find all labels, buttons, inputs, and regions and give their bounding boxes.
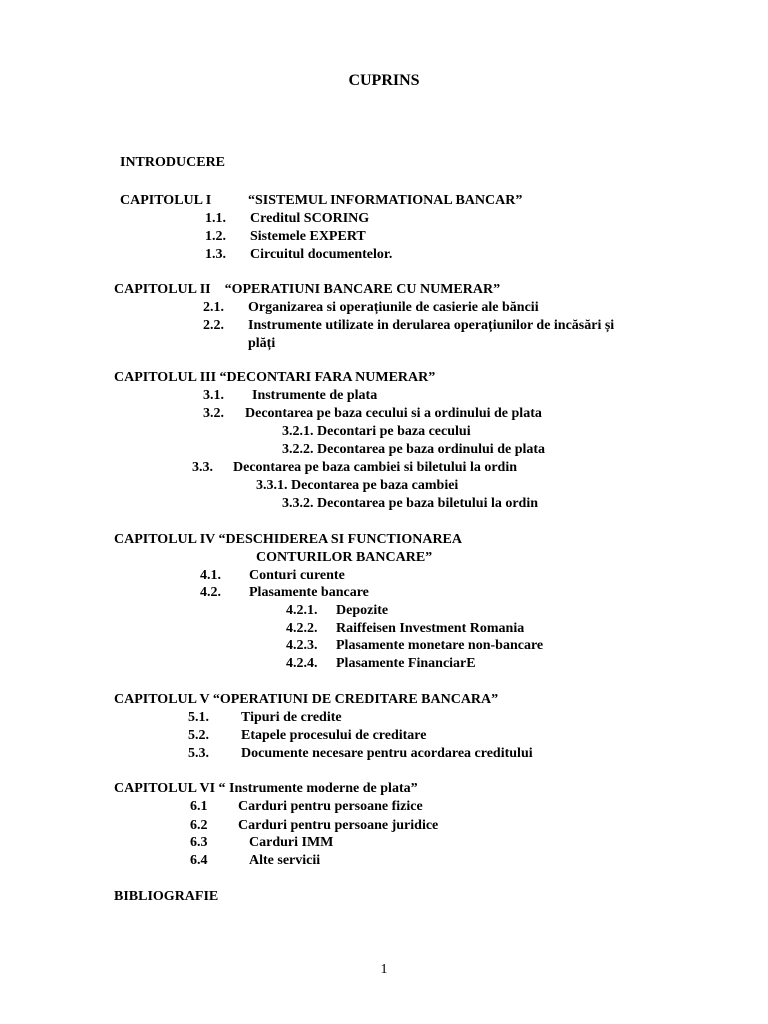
- toc-bibliografie: BIBLIOGRAFIE: [114, 889, 219, 904]
- toc-item: Creditul SCORING: [250, 211, 370, 226]
- toc-subitem-number: 4.2.4.: [286, 656, 318, 671]
- toc-subitem: Depozite: [336, 603, 389, 618]
- page-title: CUPRINS: [348, 72, 420, 89]
- toc-item-number: 5.2.: [188, 728, 209, 743]
- toc-item-number: 3.1.: [203, 388, 224, 403]
- toc-subitem: Raiffeisen Investment Romania: [336, 621, 525, 636]
- toc-item: Carduri pentru persoane fizice: [238, 799, 423, 814]
- toc-subitem-number: 4.2.2.: [286, 621, 318, 636]
- toc-item-number: 6.4: [190, 853, 208, 868]
- toc-introducere: INTRODUCERE: [120, 155, 226, 170]
- toc-item-number: 4.2.: [200, 585, 221, 600]
- toc-subitem: 3.3.1. Decontarea pe baza cambiei: [256, 478, 459, 493]
- page-number: 1: [380, 962, 388, 977]
- toc-subitem-number: 4.2.1.: [286, 603, 318, 618]
- toc-item: Conturi curente: [249, 568, 345, 583]
- toc-item: Decontarea pe baza cambiei si biletului la ordin: [233, 460, 518, 475]
- toc-item: Tipuri de credite: [241, 710, 342, 725]
- toc-item-number: 1.3.: [205, 247, 226, 262]
- cap5-heading: CAPITOLUL V “OPERATIUNI DE CREDITARE BANCARA”: [114, 692, 499, 707]
- toc-item: Plasamente bancare: [249, 585, 369, 600]
- toc-item: Documente necesare pentru acordarea creditului: [241, 746, 533, 761]
- toc-item: Sistemele EXPERT: [250, 229, 366, 244]
- toc-item-number: 5.3.: [188, 746, 209, 761]
- cap2-heading: CAPITOLUL II “OPERATIUNI BANCARE CU NUMERAR”: [114, 282, 501, 297]
- toc-item-number: 5.1.: [188, 710, 209, 725]
- cap6-heading: CAPITOLUL VI “ Instrumente moderne de plata”: [114, 781, 418, 796]
- toc-item-number: 2.2.: [203, 318, 224, 333]
- toc-item: Etapele procesului de creditare: [241, 728, 427, 743]
- toc-item: Carduri pentru persoane juridice: [238, 818, 439, 833]
- toc-subitem-number: 4.2.3.: [286, 638, 318, 653]
- toc-item: Instrumente de plata: [252, 388, 378, 403]
- cap3-heading: CAPITOLUL III “DECONTARI FARA NUMERAR”: [114, 370, 436, 385]
- cap1-label: CAPITOLUL I: [120, 193, 212, 208]
- toc-item-number: 1.2.: [205, 229, 226, 244]
- toc-subitem: 3.3.2. Decontarea pe baza biletului la ordin: [282, 496, 539, 511]
- toc-item: Carduri IMM: [249, 835, 334, 850]
- toc-subitem: Plasamente FinanciarE: [336, 656, 476, 671]
- toc-item-number: 6.1: [190, 799, 208, 814]
- cap4-heading-cont: CONTURILOR BANCARE”: [256, 550, 433, 565]
- cap4-heading: CAPITOLUL IV “DESCHIDEREA SI FUNCTIONAREA: [114, 532, 463, 547]
- toc-item-number: 2.1.: [203, 300, 224, 315]
- toc-item-number: 3.3.: [192, 460, 213, 475]
- toc-item: Decontarea pe baza cecului si a ordinului de plata: [245, 406, 542, 421]
- toc-item: Instrumente utilizate in derularea operațiunilor de incăsări și: [248, 318, 615, 333]
- toc-item-number: 3.2.: [203, 406, 224, 421]
- toc-item-number: 6.3: [190, 835, 208, 850]
- toc-subitem: 3.2.2. Decontarea pe baza ordinului de plata: [282, 442, 546, 457]
- toc-subitem: Plasamente monetare non-bancare: [336, 638, 544, 653]
- toc-item-number: 6.2: [190, 818, 208, 833]
- toc-item: Alte servicii: [249, 853, 321, 868]
- toc-item-continuation: plăți: [248, 336, 276, 351]
- cap1-title: “SISTEMUL INFORMATIONAL BANCAR”: [248, 193, 523, 208]
- toc-item-number: 4.1.: [200, 568, 221, 583]
- toc-item: Organizarea si operațiunile de casierie ale băncii: [248, 300, 539, 315]
- toc-subitem: 3.2.1. Decontari pe baza cecului: [282, 424, 471, 439]
- toc-item: Circuitul documentelor.: [250, 247, 393, 262]
- toc-item-number: 1.1.: [205, 211, 226, 226]
